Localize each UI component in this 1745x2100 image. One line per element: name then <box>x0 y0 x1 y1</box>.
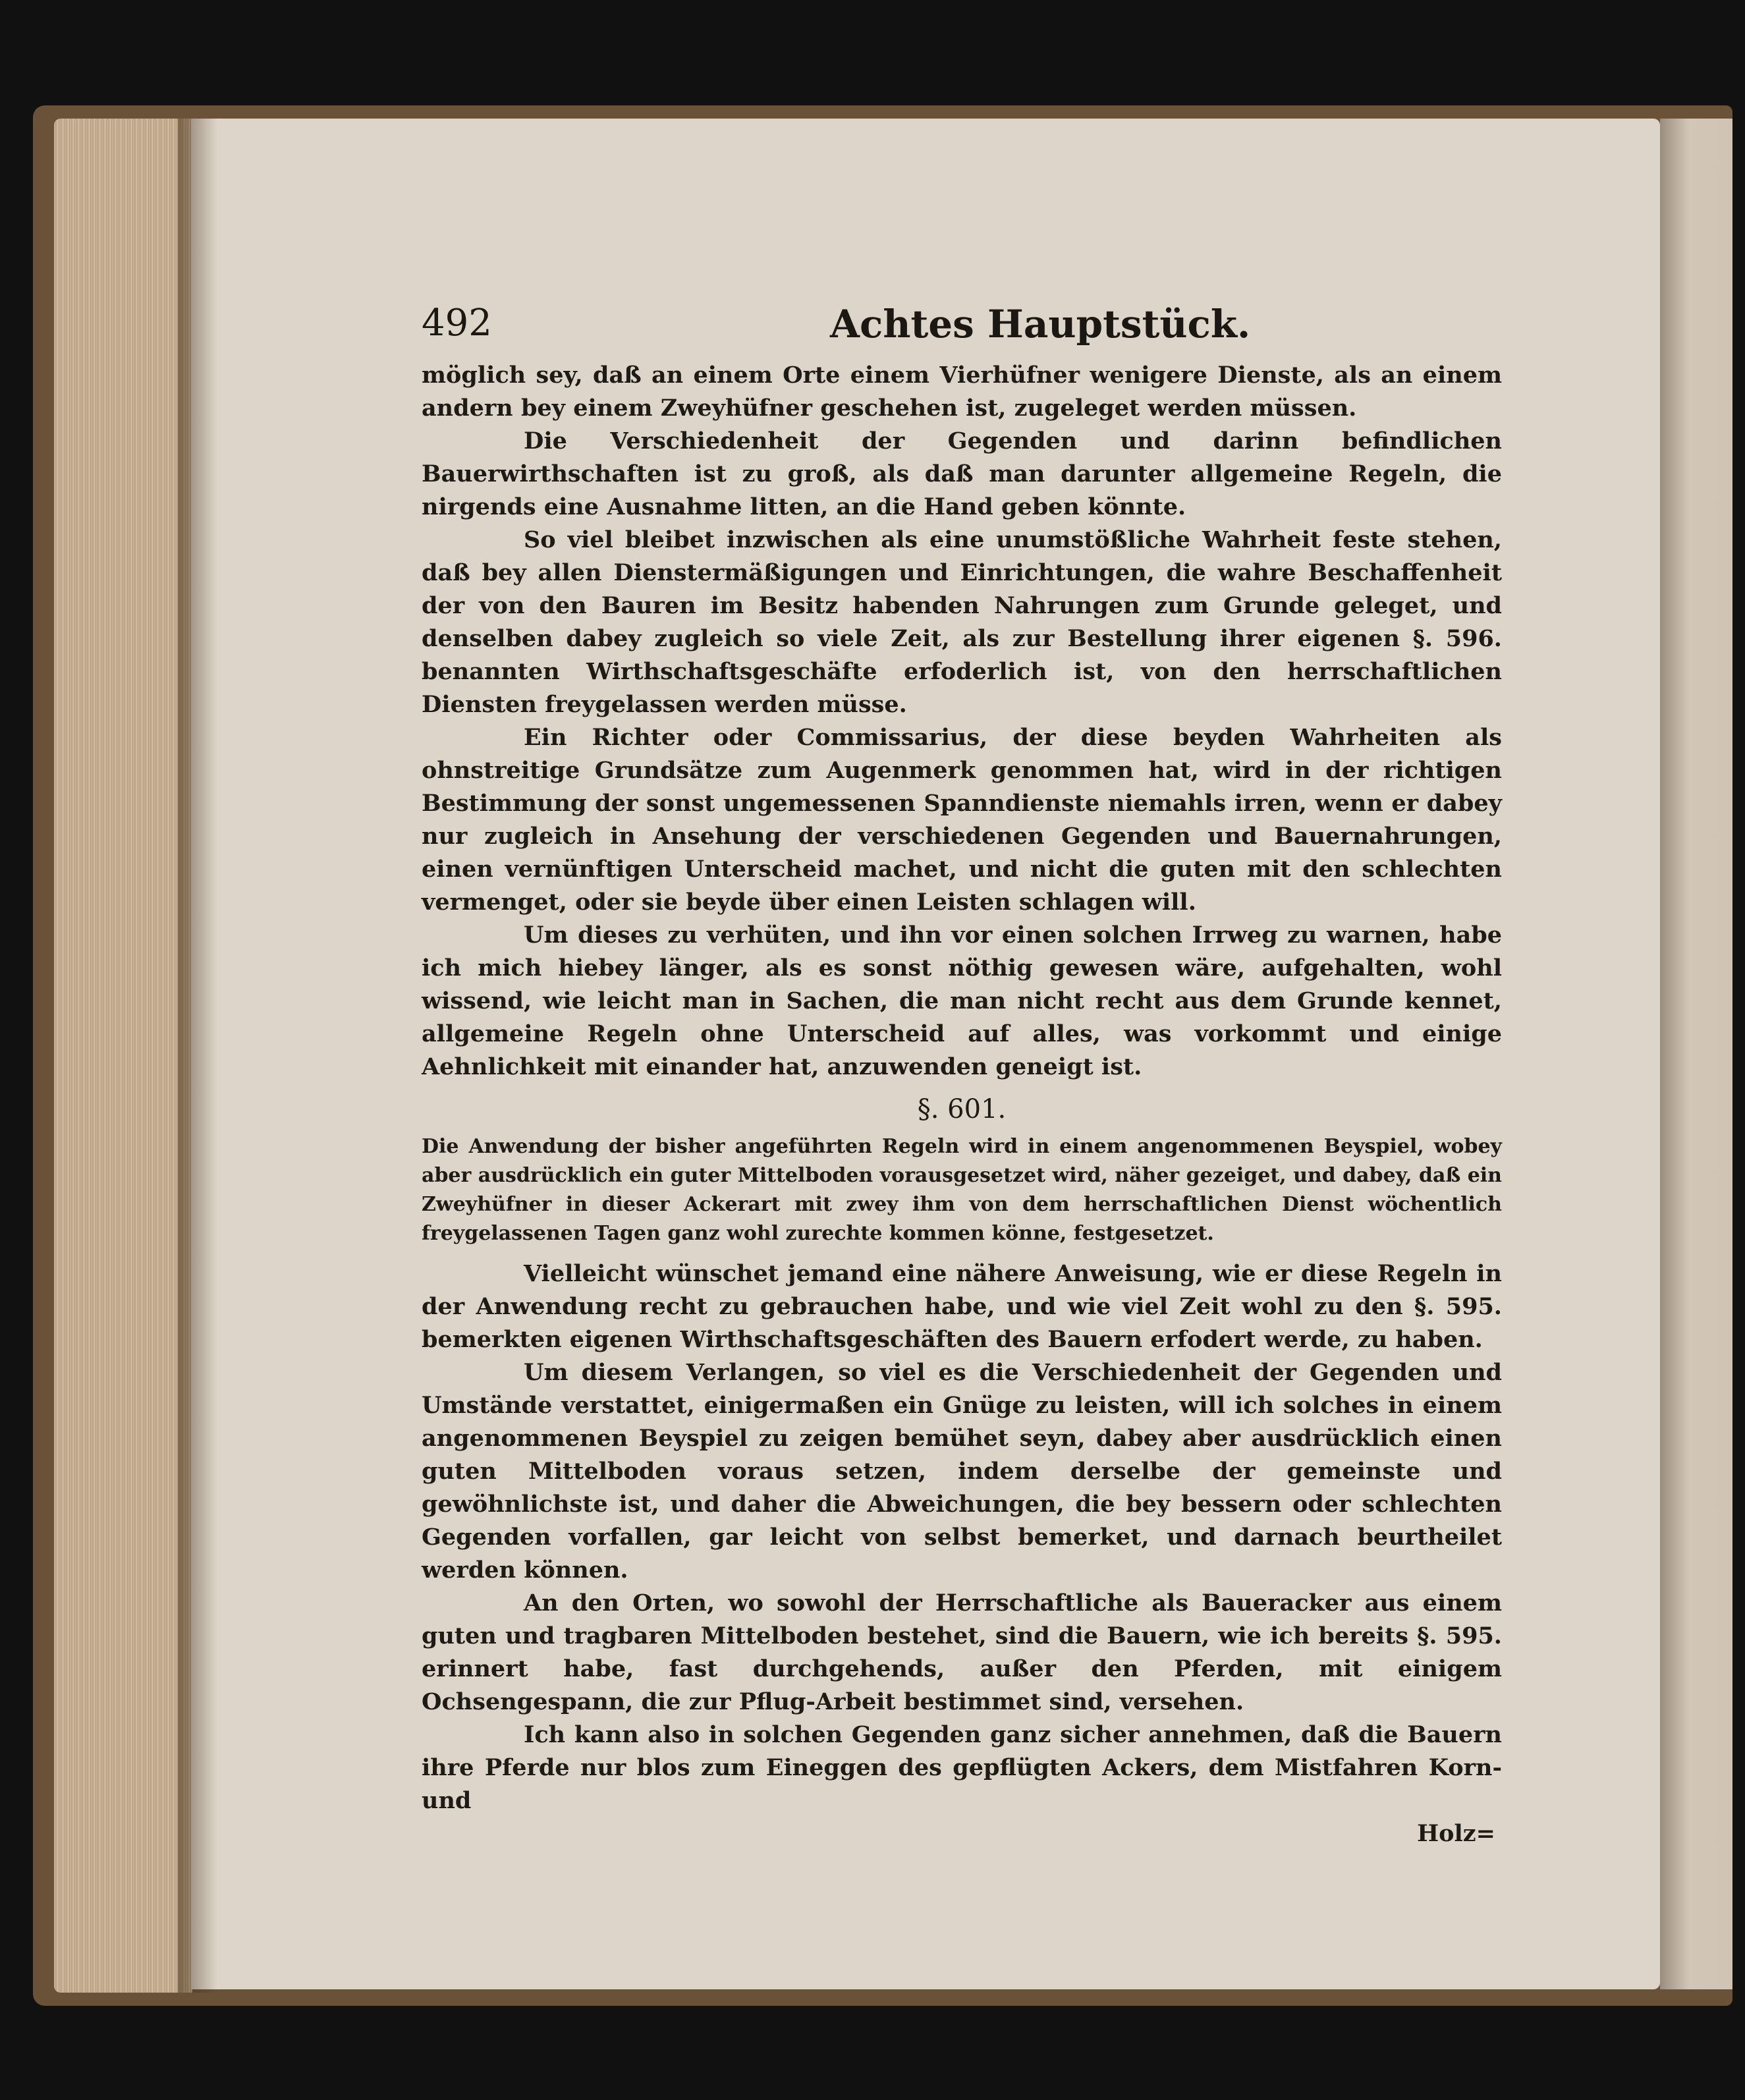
section-summary: Die Anwendung der bisher angeführten Regeln wird in einem angenommenen Beyspiel, wobey aber ausdrücklich ein guter Mittelboden vorausgesetzet wird, näher gezeiget, und dabey, daß ein Zweyhüfner in dieser Ackerart mit zwey ihm von dem herrschaftlichen Dienst wöchentlich freygelassenen Tagen ganz wohl zurechte kommen könne, festgesetzet. <box>422 1135 1502 1245</box>
spine-shadow <box>178 119 217 1993</box>
page-number: 492 <box>422 302 492 345</box>
paragraph: Vielleicht wünschet jemand eine nähere Anweisung, wie er diese Regeln in der Anwendung recht zu gebrauchen habe, und wie viel Zeit wohl zu den §. 595. bemerkten eigenen Wirthschaftsgeschäften des Bauern erfodert werde, zu haben. <box>422 1260 1502 1353</box>
section-heading: §. 601. <box>917 1094 1007 1124</box>
page-edges <box>54 119 192 1993</box>
page-header <box>422 302 1489 348</box>
paragraph: Die Verschiedenheit der Gegenden und darinn befindlichen Bauerwirthschaften ist zu groß, als daß man darunter allgemeine Regeln, die nirgends eine Ausnahme litten, an die Hand geben könnte. <box>422 428 1502 520</box>
page-body <box>422 359 1502 1850</box>
paragraph: An den Orten, wo sowohl der Herrschaftliche als Baueracker aus einem guten und tragbaren Mittelboden bestehet, sind die Bauern, wie ich bereits §. 595. erinnert habe, fast durchgehends, außer den Pferden, mit einigem Ochsengespann, die zur Pflug-Arbeit bestimmet sind, versehen. <box>422 1589 1502 1715</box>
paragraph: Ein Richter oder Commissarius, der diese beyden Wahrheiten als ohnstreitige Grundsätze zum Augenmerk genommen hat, wird in der richtigen Bestimmung der sonst ungemessenen Spanndienste niemahls irren, wenn er dabey nur zugleich in Ansehung der verschiedenen Gegenden und Bauernahrungen, einen vernünftigen Unterscheid machet, und nicht die guten mit den schlechten vermenget, oder sie beyde über einen Leisten schlagen will. <box>422 724 1502 916</box>
paragraph: Um diesem Verlangen, so viel es die Verschiedenheit der Gegenden und Umstände verstattet, einigermaßen ein Gnüge zu leisten, will ich solches in einem angenommenen Beyspiel zu zeigen bemühet seyn, dabey aber ausdrücklich einen guten Mittelboden voraus setzen, indem derselbe der gemeinste und gewöhnlichste ist, und daher die Abweichungen, die bey bessern oder schlechten Gegenden vorfallen, gar leicht von selbst bemerket, und darnach beurtheilet werden können. <box>422 1359 1502 1584</box>
facing-page-edge <box>1660 119 1732 1989</box>
paragraph: möglich sey, daß an einem Orte einem Vierhüfner wenigere Dienste, als an einem andern bey einem Zweyhüfner geschehen ist, zugeleget werden müssen. <box>422 362 1502 422</box>
catchword: Holz= <box>1417 1820 1495 1847</box>
paragraph: So viel bleibet inzwischen als eine unumstößliche Wahrheit feste stehen, daß bey allen Dienstermäßigungen und Einrichtungen, die wahre Beschaffenheit der von den Bauren im Besitz habenden Nahrungen zum Grunde geleget, und denselben dabey zugleich so viele Zeit, als zur Bestellung ihrer eigenen §. 596. benannten Wirthschaftsgeschäfte erfoderlich ist, von den herrschaftlichen Diensten freygelassen werden müsse. <box>422 526 1502 718</box>
paragraph: Um dieses zu verhüten, und ihn vor einen solchen Irrweg zu warnen, habe ich mich hiebey länger, als es sonst nöthig gewesen wäre, aufgehalten, wohl wissend, wie leicht man in Sachen, die man nicht recht aus dem Grunde kennet, allgemeine Regeln ohne Unterscheid auf alles, was vorkommt und einige Aehnlichkeit mit einander hat, anzuwenden geneigt ist. <box>422 922 1502 1080</box>
running-head: Achtes Hauptstück. <box>830 302 1251 346</box>
paragraph: Ich kann also in solchen Gegenden ganz sicher annehmen, daß die Bauern ihre Pferde nur blos zum Eineggen des gepflügten Ackers, dem Mistfahren Korn- und <box>422 1721 1502 1814</box>
